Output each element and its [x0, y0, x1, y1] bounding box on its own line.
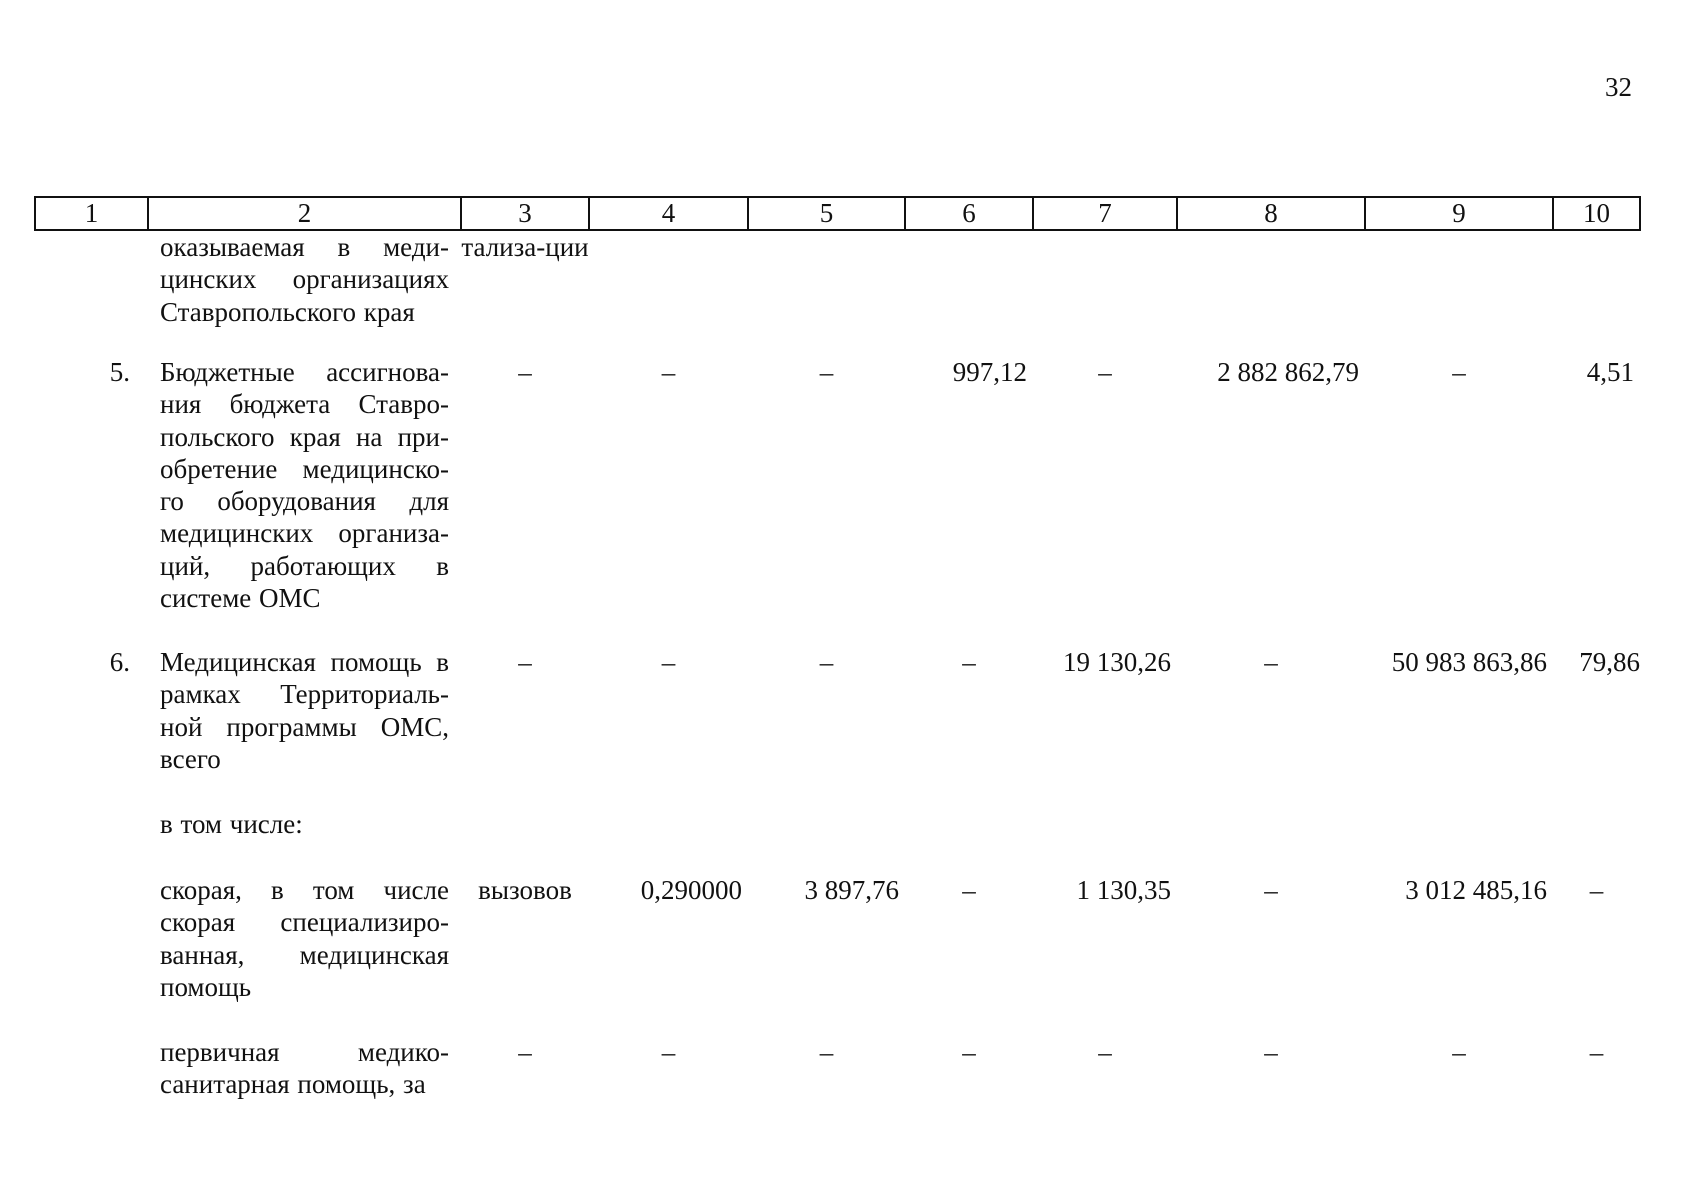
value-cell: –	[1264, 875, 1278, 905]
value-cell: –	[1098, 357, 1112, 387]
header-cell: 6	[905, 197, 1033, 230]
row-number: 5.	[109, 357, 130, 387]
header-cell: 10	[1553, 197, 1640, 230]
unit-cell: –	[518, 357, 532, 387]
header-cell: 5	[748, 197, 905, 230]
value-cell: –	[1452, 1037, 1466, 1067]
value-cell	[1365, 808, 1553, 874]
value-cell: –	[1264, 647, 1278, 677]
header-cell: 2	[148, 197, 461, 230]
value-cell	[748, 230, 905, 356]
header-cell: 4	[589, 197, 748, 230]
table-row	[35, 808, 1640, 874]
header-cell: 7	[1033, 197, 1177, 230]
value-cell: –	[661, 1037, 676, 1067]
value-cell: 3 012 485,16	[1405, 875, 1547, 905]
header-cell: 8	[1177, 197, 1365, 230]
value-cell	[589, 230, 748, 356]
value-cell	[748, 808, 905, 874]
value-cell	[1553, 230, 1640, 356]
value-cell	[1177, 230, 1365, 356]
value-cell: 19 130,26	[1063, 647, 1171, 677]
value-cell	[1033, 230, 1177, 356]
value-cell	[1365, 230, 1553, 356]
row-number	[35, 230, 148, 356]
header-cell: 1	[35, 197, 148, 230]
table-row	[35, 646, 1640, 808]
row-description: оказываемая в меди-цинских организациях Ставропольского края	[160, 232, 449, 327]
unit-cell: тализа-ции	[461, 232, 589, 262]
unit-cell: вызовов	[478, 875, 572, 905]
value-cell: 997,12	[952, 357, 1027, 387]
table-row	[35, 230, 1640, 356]
value-cell: –	[962, 647, 976, 677]
row-description: Бюджетные ассигнова-ния бюджета Ставро-польского края на при-обретение медицинско-го оборудования для медицинских организа-ций, работающих в системе ОМС	[160, 357, 449, 614]
row-description: первичная медико-санитарная помощь, за	[160, 1037, 449, 1100]
unit-cell: –	[518, 647, 532, 677]
value-cell: –	[819, 1037, 834, 1067]
value-cell: 0,290000	[640, 875, 742, 905]
value-cell	[905, 230, 1033, 356]
value-cell: –	[962, 1037, 976, 1067]
value-cell	[589, 808, 748, 874]
table-row	[35, 1036, 1640, 1116]
page-number: 32	[1605, 72, 1632, 102]
unit-cell	[461, 808, 589, 874]
value-cell: –	[1589, 875, 1604, 905]
value-cell: 2 882 862,79	[1217, 357, 1359, 387]
value-cell	[1553, 808, 1640, 874]
value-cell	[1177, 808, 1365, 874]
value-cell: 79,86	[1579, 647, 1640, 677]
unit-cell: –	[518, 1037, 532, 1067]
row-description: скорая, в том числе скорая специализиро-ванная, медицинская помощь	[160, 875, 449, 1002]
row-number: 6.	[109, 647, 130, 677]
row-number	[35, 1036, 148, 1116]
value-cell: 1 130,35	[1076, 875, 1171, 905]
value-cell: –	[1589, 1037, 1604, 1067]
row-description: в том числе:	[160, 809, 303, 839]
value-cell: 50 983 863,86	[1391, 647, 1547, 677]
header-cell: 3	[461, 197, 589, 230]
value-cell	[1033, 808, 1177, 874]
header-cell: 9	[1365, 197, 1553, 230]
value-cell: –	[1098, 1037, 1112, 1067]
row-number	[35, 874, 148, 1036]
value-cell: 4,51	[1586, 357, 1634, 387]
value-cell: 3 897,76	[804, 875, 899, 905]
row-description: Медицинская помощь в рамках Территориаль-ной программы ОМС, всего	[160, 647, 449, 774]
value-cell: –	[819, 647, 834, 677]
value-cell: –	[819, 357, 834, 387]
table-row	[35, 874, 1640, 1036]
value-cell: –	[661, 357, 676, 387]
data-table	[34, 196, 1641, 1116]
value-cell: –	[962, 875, 976, 905]
table-header-row	[35, 197, 1640, 230]
value-cell	[905, 808, 1033, 874]
value-cell: –	[1264, 1037, 1278, 1067]
value-cell: –	[1452, 357, 1466, 387]
table-row	[35, 356, 1640, 646]
row-number	[35, 808, 148, 874]
value-cell: –	[661, 647, 676, 677]
